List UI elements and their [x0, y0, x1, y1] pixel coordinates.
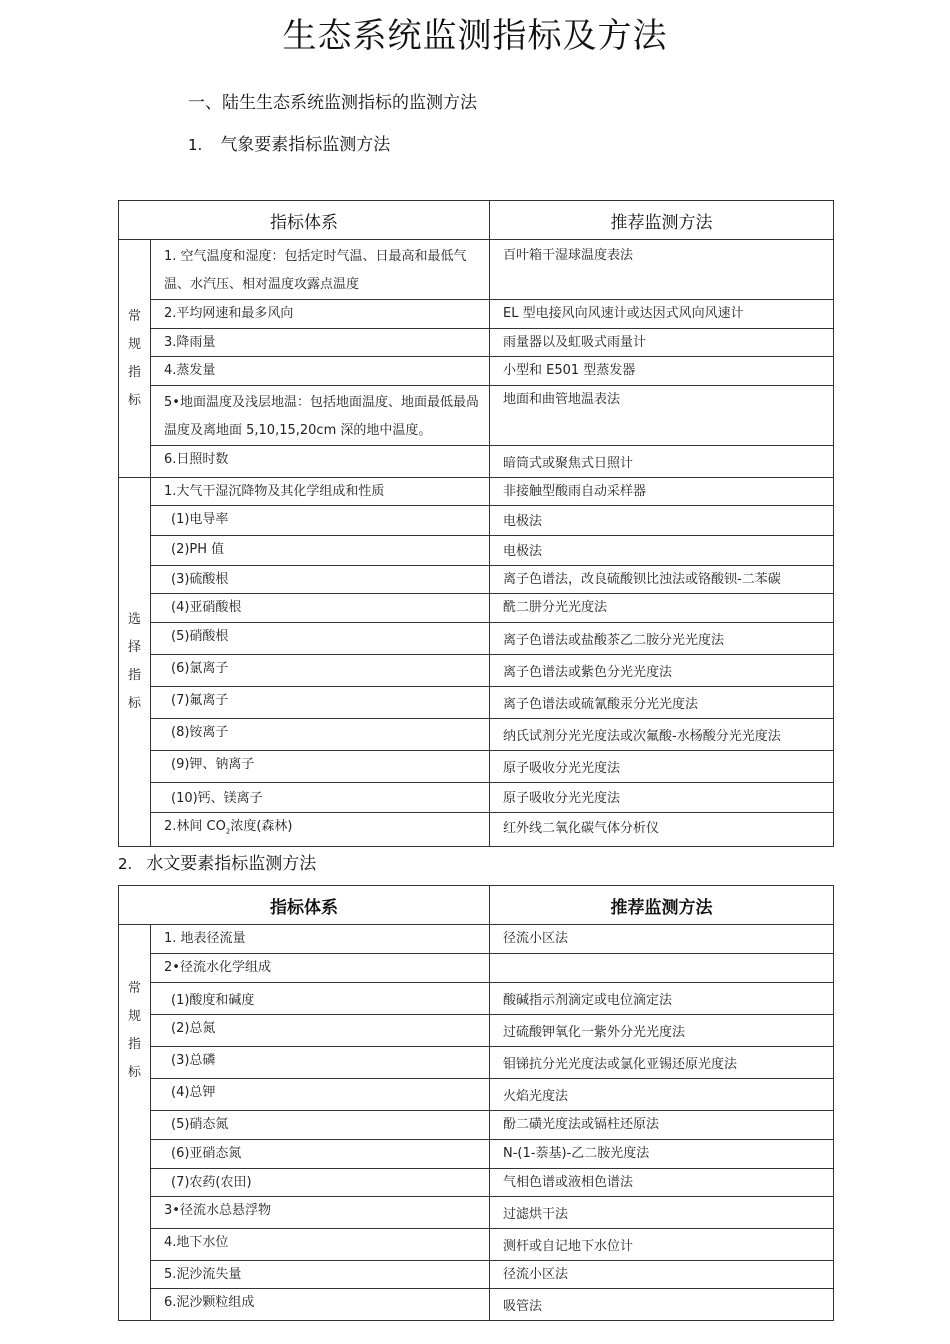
method-cell: 径流小区法 — [490, 925, 834, 954]
group-char: 规 — [127, 336, 141, 352]
method-cell: 离子色谱法，改良硫酸钡比浊法或铬酸钡-二苯碳 — [490, 566, 834, 594]
group-label-regular — [119, 925, 151, 1321]
indicator-cell: 5•地面温度及浅层地温：包括地面温度、地面最低最咼温度及离地面 5,10,15,20cm 深的地中温度。 — [151, 386, 490, 446]
indicator-cell: (4)亚硝酸根 — [151, 594, 490, 623]
method-cell: 地面和曲管地温表法 — [490, 386, 834, 446]
table-row — [119, 478, 834, 506]
table-row — [119, 813, 834, 847]
table-row — [119, 783, 834, 813]
table-row — [119, 566, 834, 594]
subsection-heading-hydrology — [118, 849, 316, 874]
group-char: 标 — [127, 392, 141, 408]
group-label-optional — [119, 478, 151, 847]
table-row — [119, 1140, 834, 1169]
table-row — [119, 536, 834, 566]
group-char: 择 — [127, 639, 141, 655]
indicator-cell: 5.泥沙流失量 — [151, 1261, 490, 1289]
subscript: 2 — [225, 827, 231, 836]
method-cell: 小型和 E501 型蒸发器 — [490, 357, 834, 386]
indicator-text: 2.林间 CO — [164, 819, 226, 834]
header-method: 推荐监测方法 — [490, 201, 834, 240]
header-indicator: 指标体系 — [119, 886, 490, 925]
table-row — [119, 1197, 834, 1229]
indicator-cell: (7)农药(农田) — [151, 1169, 490, 1197]
group-char: 指 — [127, 364, 141, 380]
method-cell: 酚二磺光度法或镉柱还原法 — [490, 1111, 834, 1140]
table-row — [119, 954, 834, 983]
table-row — [119, 1229, 834, 1261]
method-cell: 测杆或自记地下水位计 — [490, 1229, 834, 1261]
table-row — [119, 655, 834, 687]
indicator-cell: 6.日照时数 — [151, 446, 490, 478]
table-row — [119, 983, 834, 1015]
indicator-cell: (8)铵离子 — [151, 719, 490, 751]
method-cell: 过滤烘干法 — [490, 1197, 834, 1229]
table-row — [119, 1079, 834, 1111]
method-cell: EL 型电接风向风速计或达因式风向风速计 — [490, 300, 834, 329]
method-cell: 气相色谱或液相色谱法 — [490, 1169, 834, 1197]
meteorology-table — [118, 200, 834, 847]
group-label-regular — [119, 240, 151, 478]
method-cell: 非接触型酸雨自动采样器 — [490, 478, 834, 506]
indicator-cell: (1)电导率 — [151, 506, 490, 536]
indicator-text-tail: 浓度(森林) — [230, 819, 293, 834]
group-char: 规 — [127, 1009, 141, 1024]
header-indicator: 指标体系 — [119, 201, 490, 240]
indicator-cell: 4.地下水位 — [151, 1229, 490, 1261]
section-heading: 一、陆生生态系统监测指标的监测方法 — [188, 93, 477, 113]
method-cell: 钼锑抗分光光度法或氯化亚锡还原光度法 — [490, 1047, 834, 1079]
indicator-cell: 1. 空气温度和湿度：包括定时气温、日最高和最低气温、水汽压、相对温度攻露点温度 — [151, 240, 490, 300]
indicator-cell: (2)PH 值 — [151, 536, 490, 566]
method-cell: 离子色谱法或紫色分光光度法 — [490, 655, 834, 687]
table-row — [119, 1261, 834, 1289]
method-cell: 纳氏试剂分光光度法或次氟酸-水杨酸分光光度法 — [490, 719, 834, 751]
indicator-cell: (10)钙、镁离子 — [151, 783, 490, 813]
method-cell: 径流小区法 — [490, 1261, 834, 1289]
table-row — [119, 751, 834, 783]
table-row — [119, 300, 834, 329]
table-row — [119, 623, 834, 655]
method-cell: 火焰光度法 — [490, 1079, 834, 1111]
table-row — [119, 1047, 834, 1079]
indicator-cell: 1. 地表径流量 — [151, 925, 490, 954]
document-title: 生态系统监测指标及方法 — [282, 16, 668, 56]
method-cell: 雨量器以及虹吸式雨量计 — [490, 329, 834, 357]
table-row — [119, 329, 834, 357]
subsection-heading-meteorology — [188, 130, 390, 155]
indicator-cell-co2 — [151, 813, 490, 847]
indicator-cell: 4.蒸发量 — [151, 357, 490, 386]
group-char: 常 — [127, 308, 141, 324]
method-cell: 酰二肼分光光度法 — [490, 594, 834, 623]
indicator-cell: (5)硝酸根 — [151, 623, 490, 655]
group-char: 指 — [127, 667, 141, 683]
indicator-cell: 3•径流水总悬浮物 — [151, 1197, 490, 1229]
indicator-cell: (5)硝态氮 — [151, 1111, 490, 1140]
table-row — [119, 925, 834, 954]
indicator-cell: (9)钾、钠离子 — [151, 751, 490, 783]
table-header-row — [119, 886, 834, 925]
group-char: 选 — [127, 611, 141, 627]
group-char: 标 — [127, 1065, 141, 1080]
method-cell: N-(1-萘基)-乙二胺光度法 — [490, 1140, 834, 1169]
table-row — [119, 1015, 834, 1047]
method-cell: 离子色谱法或盐酸茶乙二胺分光光度法 — [490, 623, 834, 655]
group-char: 指 — [127, 1037, 141, 1052]
indicator-cell: 2•径流水化学组成 — [151, 954, 490, 983]
table-row — [119, 386, 834, 446]
subsection-title: 水文要素指标监测方法 — [146, 854, 317, 874]
indicator-cell: (6)氯离子 — [151, 655, 490, 687]
indicator-cell: (1)酸度和碱度 — [151, 983, 490, 1015]
subsection-number: 2. — [118, 855, 133, 873]
table-row — [119, 446, 834, 478]
subsection-title: 气象要素指标监测方法 — [220, 135, 391, 155]
method-cell: 酸碱指示剂滴定或电位滴定法 — [490, 983, 834, 1015]
group-char: 标 — [127, 695, 141, 711]
method-cell: 原子吸收分光光度法 — [490, 751, 834, 783]
indicator-cell: 3.降雨量 — [151, 329, 490, 357]
table-row — [119, 1169, 834, 1197]
method-cell: 离子色谱法或硫氰酸汞分光光度法 — [490, 687, 834, 719]
method-cell: 吸管法 — [490, 1289, 834, 1321]
table-row — [119, 357, 834, 386]
header-method: 推荐监测方法 — [490, 886, 834, 925]
method-cell: 暗筒式或聚焦式日照计 — [490, 446, 834, 478]
indicator-cell: (2)总氮 — [151, 1015, 490, 1047]
indicator-cell: (3)硫酸根 — [151, 566, 490, 594]
group-char: 常 — [127, 981, 141, 996]
table-row — [119, 506, 834, 536]
table-row — [119, 1289, 834, 1321]
indicator-cell: (4)总钾 — [151, 1079, 490, 1111]
table-header-row — [119, 201, 834, 240]
indicator-cell: (6)亚硝态氮 — [151, 1140, 490, 1169]
indicator-cell: (3)总磷 — [151, 1047, 490, 1079]
method-cell: 电极法 — [490, 506, 834, 536]
table-row — [119, 240, 834, 300]
method-cell: 原子吸收分光光度法 — [490, 783, 834, 813]
method-cell: 百叶箱干湿球温度表法 — [490, 240, 834, 300]
hydrology-table — [118, 885, 834, 1321]
table-row — [119, 687, 834, 719]
table-row — [119, 719, 834, 751]
method-cell: 红外线二氧化碳气体分析仪 — [490, 813, 834, 847]
indicator-cell: 6.泥沙颗粒组成 — [151, 1289, 490, 1321]
table-row — [119, 1111, 834, 1140]
table-row — [119, 594, 834, 623]
subsection-number: 1. — [188, 136, 203, 154]
indicator-cell: (7)氟离子 — [151, 687, 490, 719]
indicator-cell: 2.平均网速和最多风向 — [151, 300, 490, 329]
method-cell: 电极法 — [490, 536, 834, 566]
indicator-cell: 1.大气干湿沉降物及其化学组成和性质 — [151, 478, 490, 506]
method-cell: 过硫酸钾氧化一紫外分光光度法 — [490, 1015, 834, 1047]
method-cell — [490, 954, 834, 983]
